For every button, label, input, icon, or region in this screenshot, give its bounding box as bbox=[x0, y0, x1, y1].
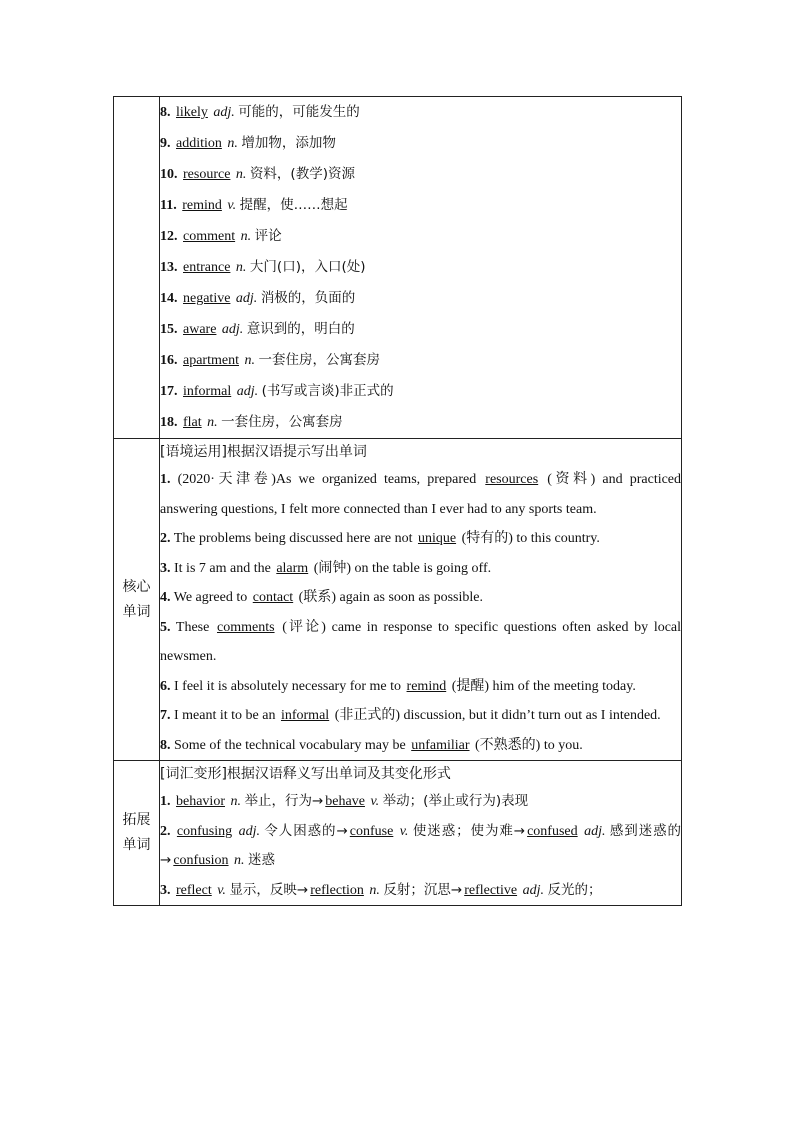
core-heading: [语境运用]根据汉语提示写出单词 bbox=[160, 444, 367, 460]
ext-heading: [词汇变形]根据汉语释义写出单词及其变化形式 bbox=[160, 766, 451, 782]
answer-blank: remind bbox=[182, 198, 222, 213]
vocab-item: 11. remind v. 提醒，使……想起 bbox=[160, 197, 348, 213]
core-sentence: 2. The problems being discussed here are not unique (特有的) to this country. bbox=[160, 531, 600, 546]
vocab-item: 16. apartment n. 一套住房，公寓套房 bbox=[160, 352, 380, 368]
core-words-row bbox=[114, 439, 682, 761]
answer-blank: apartment bbox=[183, 353, 239, 368]
vocab-item: 17. informal adj. (书写或言谈)非正式的 bbox=[160, 383, 394, 399]
answer-blank: entrance bbox=[183, 260, 231, 275]
answer-blank: remind bbox=[406, 678, 447, 694]
answer-blank: behavior bbox=[176, 794, 225, 809]
ext-item-3: 3. reflect v. 显示，反映→ reflection n. 反射；沉思→ reflective adj. 反光的； bbox=[160, 881, 602, 898]
answer-blank: behave bbox=[325, 794, 365, 809]
ext-label-line2: 单词 bbox=[122, 837, 151, 853]
answer-blank: addition bbox=[176, 136, 222, 151]
answer-blank: informal bbox=[280, 708, 330, 723]
answer-blank: resources bbox=[485, 472, 539, 487]
answer-blank: flat bbox=[183, 415, 202, 430]
ext-item-2: 2. confusing adj. 令人困惑的→ confuse v. 使迷惑；使为难→ confused adj. 感到迷惑的→ confusion n. 迷惑 bbox=[160, 822, 682, 868]
answer-blank: reflect bbox=[176, 882, 212, 898]
vocab-item: 13. entrance n. 大门(口)，入口(处) bbox=[160, 259, 366, 275]
answer-blank: reflection bbox=[310, 882, 364, 898]
core-words-cell bbox=[160, 439, 682, 761]
vocab-item: 8. likely adj. 可能的，可能发生的 bbox=[160, 104, 360, 120]
answer-blank: confusing bbox=[176, 823, 233, 839]
vocab-list bbox=[160, 97, 681, 438]
answer-blank: reflective bbox=[464, 882, 518, 898]
core-label-line1: 核心 bbox=[122, 578, 151, 595]
core-sentence: 4. We agreed to contact (联系) again as soon as possible. bbox=[160, 590, 483, 605]
answer-blank: contact bbox=[252, 590, 294, 605]
answer-blank: negative bbox=[183, 291, 231, 306]
vocab-item: 10. resource n. 资料，(教学)资源 bbox=[160, 166, 355, 182]
core-sentence: 3. It is 7 am and the alarm (闹钟) on the table is going off. bbox=[160, 560, 492, 576]
vocab-item: 14. negative adj. 消极的，负面的 bbox=[160, 290, 356, 306]
answer-blank: likely bbox=[176, 105, 208, 120]
vocab-list-cell bbox=[160, 97, 682, 439]
core-label-line2: 单词 bbox=[122, 603, 151, 620]
core-sentence: 1. (2020·天津卷)As we organized teams, prepared resources (资料) and practiced answering questions, I felt more connected than I ever had to any sports team. bbox=[160, 472, 682, 517]
answer-blank: unique bbox=[417, 531, 457, 546]
core-items bbox=[160, 465, 681, 760]
answer-blank: aware bbox=[183, 322, 217, 337]
answer-blank: comments bbox=[217, 619, 275, 635]
vocab-item: 15. aware adj. 意识到的，明白的 bbox=[160, 321, 355, 337]
vocab-list-row bbox=[114, 97, 682, 439]
ext-item-1: 1. behavior n. 举止，行为→ behave v. 举动；(举止或行为)表现 bbox=[160, 793, 529, 809]
answer-blank: confuse bbox=[349, 823, 394, 839]
core-sentence: 8. Some of the technical vocabulary may be unfamiliar (不熟悉的) to you. bbox=[160, 737, 583, 753]
core-words-label bbox=[114, 439, 160, 761]
vocab-item: 18. flat n. 一套住房，公寓套房 bbox=[160, 414, 343, 430]
answer-blank: confused bbox=[527, 823, 578, 839]
answer-blank: informal bbox=[183, 384, 232, 399]
vocab-item: 9. addition n. 增加物，添加物 bbox=[160, 135, 336, 151]
answer-blank: unfamiliar bbox=[411, 737, 470, 753]
core-sentence: 6. I feel it is absolutely necessary for me to remind (提醒) him of the meeting today. bbox=[160, 678, 636, 694]
core-sentence: 5. These comments (评论) came in response to specific questions often asked by local newsmen. bbox=[160, 619, 682, 664]
vocabulary-table bbox=[113, 96, 682, 906]
answer-blank: resource bbox=[183, 167, 231, 182]
answer-blank: confusion bbox=[173, 853, 229, 868]
core-sentence: 7. I meant it to be an informal (非正式的) discussion, but it didn’t turn out as I intended. bbox=[160, 708, 661, 723]
ext-words-label bbox=[114, 761, 160, 906]
answer-blank: alarm bbox=[276, 560, 309, 576]
ext-words-row bbox=[114, 761, 682, 906]
ext-label-line1: 拓展 bbox=[122, 812, 151, 828]
vocab-list-label-cell bbox=[114, 97, 160, 439]
answer-blank: comment bbox=[183, 229, 236, 244]
ext-words-cell bbox=[160, 761, 682, 906]
vocab-item: 12. comment n. 评论 bbox=[160, 228, 282, 244]
